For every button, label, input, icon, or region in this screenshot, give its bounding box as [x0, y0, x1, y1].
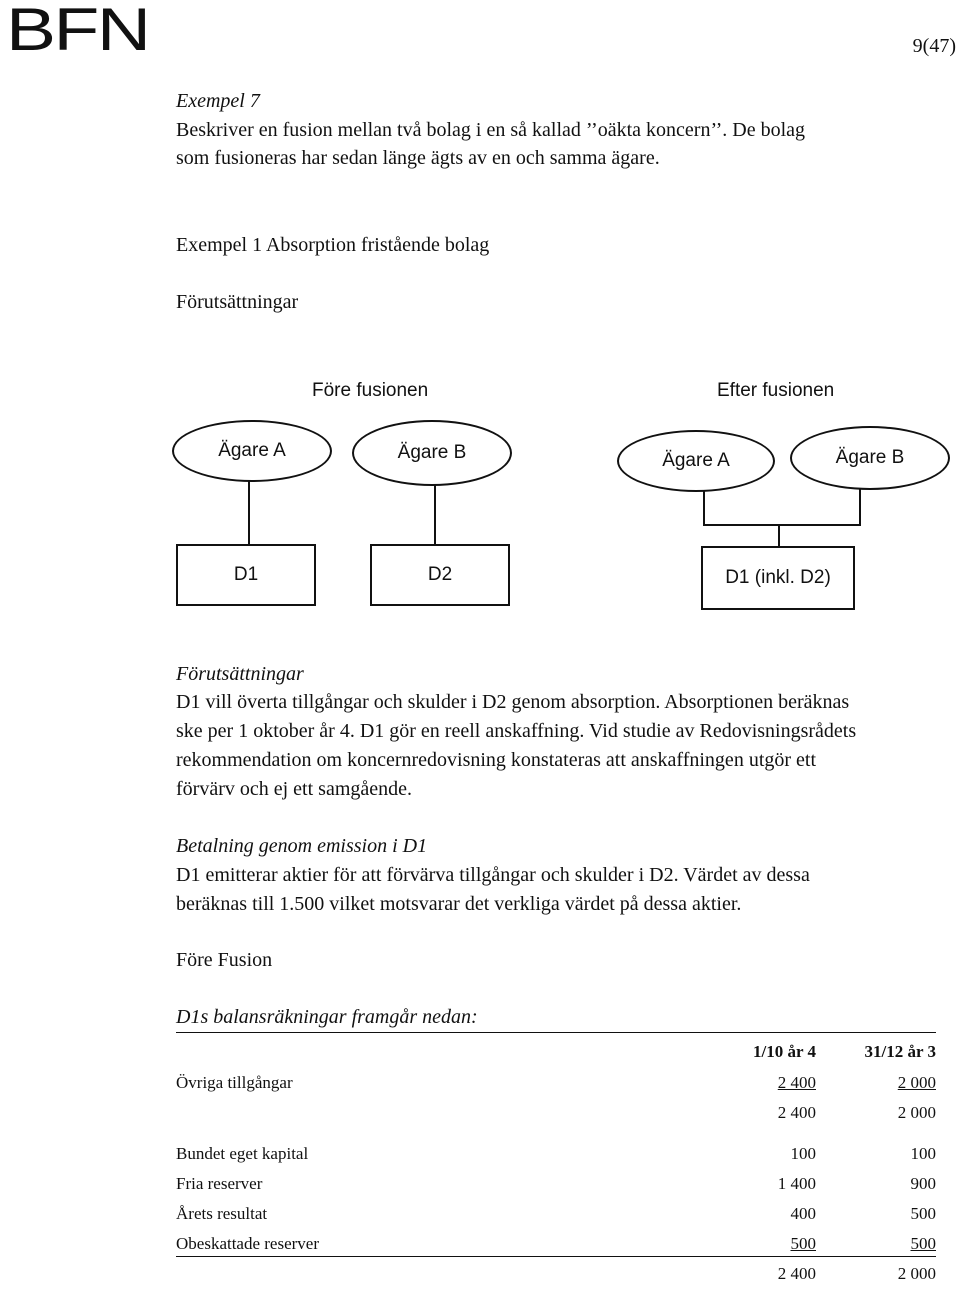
before-fusion-heading: Före Fusion: [176, 949, 273, 971]
row-label: Årets resultat: [176, 1204, 268, 1223]
prerequisites-line1: D1 vill överta tillgångar och skulder i D2 genom absorption. Absorptionen beräknas: [176, 691, 850, 713]
row-value-col1: 2 400: [777, 1103, 816, 1122]
prerequisites-title: Förutsättningar: [176, 663, 304, 685]
row-value-col2: 100: [910, 1144, 936, 1163]
payment-line2: beräknas till 1.500 vilket motsvarar det verkliga värdet på dessa aktier.: [176, 893, 742, 915]
row-value-col1: 100: [790, 1144, 816, 1163]
row-value-col2: 500: [910, 1204, 936, 1223]
after-owner-b: Ägare B: [790, 426, 950, 490]
page-number: 9(47): [912, 35, 956, 57]
connector-line: [703, 490, 705, 526]
row-value-col2: 2 000: [897, 1264, 936, 1283]
table-row: [176, 1234, 936, 1256]
row-label: Obeskattade reserver: [176, 1234, 320, 1253]
payment-line1: D1 emitterar aktier för att förvärva tillgångar och skulder i D2. Värdet av dessa: [176, 864, 810, 886]
connector-line: [434, 485, 436, 548]
company-box-merged: D1 (inkl. D2): [701, 546, 855, 610]
table-row: [176, 1204, 936, 1226]
balance-table-title: D1s balansräkningar framgår nedan:: [176, 1006, 478, 1028]
example7-title: Exempel 7: [176, 90, 260, 112]
row-value-col1: 500: [790, 1234, 816, 1253]
after-owner-a: Ägare A: [617, 430, 775, 492]
table-row: [176, 1144, 936, 1166]
bfn-logo: BFN: [6, 0, 149, 63]
row-value-col1: 400: [790, 1204, 816, 1223]
after-fusion-label: Efter fusionen: [717, 380, 835, 401]
prerequisites-line2: ske per 1 oktober år 4. D1 gör en reell anskaffning. Vid studie av Redovisningsrådets: [176, 720, 857, 742]
table-sum-rule: [176, 1256, 936, 1257]
row-label: Övriga tillgångar: [176, 1073, 293, 1092]
row-value-col2: 2 000: [897, 1073, 936, 1092]
prerequisites-line4: förvärv och ej ett samgående.: [176, 778, 413, 800]
row-value-col1: 2 400: [777, 1264, 816, 1283]
example7-line2: som fusioneras har sedan länge ägts av en och samma ägare.: [176, 147, 660, 169]
row-label: Fria reserver: [176, 1174, 263, 1193]
row-value-col1: 1 400: [777, 1174, 816, 1193]
prerequisites-line3: rekommendation om koncernredovisning konstateras att anskaffningen utgör ett: [176, 749, 817, 771]
row-value-col2: 2 000: [897, 1103, 936, 1122]
example1-subheading: Förutsättningar: [176, 291, 299, 313]
table-top-rule: [176, 1032, 936, 1033]
row-label: Bundet eget kapital: [176, 1144, 309, 1163]
table-row: [176, 1264, 936, 1286]
connector-line: [859, 488, 861, 526]
connector-line: [248, 478, 250, 546]
before-owner-a: Ägare A: [172, 420, 332, 482]
table-row: [176, 1103, 936, 1125]
table-header-row: [176, 1042, 936, 1064]
payment-title: Betalning genom emission i D1: [176, 835, 428, 857]
row-value-col2: 500: [910, 1234, 936, 1253]
company-box-d1: D1: [176, 544, 316, 606]
table-row: [176, 1174, 936, 1196]
col1-header: 1/10 år 4: [753, 1042, 816, 1061]
row-value-col1: 2 400: [777, 1073, 816, 1092]
row-value-col2: 900: [910, 1174, 936, 1193]
before-owner-b: Ägare B: [352, 420, 512, 486]
company-box-d2: D2: [370, 544, 510, 606]
col2-header: 31/12 år 3: [864, 1042, 936, 1061]
example7-line1: Beskriver en fusion mellan två bolag i en så kallad ’’oäkta koncern’’. De bolag: [176, 119, 806, 141]
before-fusion-label: Före fusionen: [312, 380, 429, 401]
table-row: [176, 1073, 936, 1095]
connector-line: [703, 524, 861, 526]
connector-line: [778, 524, 780, 548]
example1-heading: Exempel 1 Absorption fristående bolag: [176, 234, 490, 256]
